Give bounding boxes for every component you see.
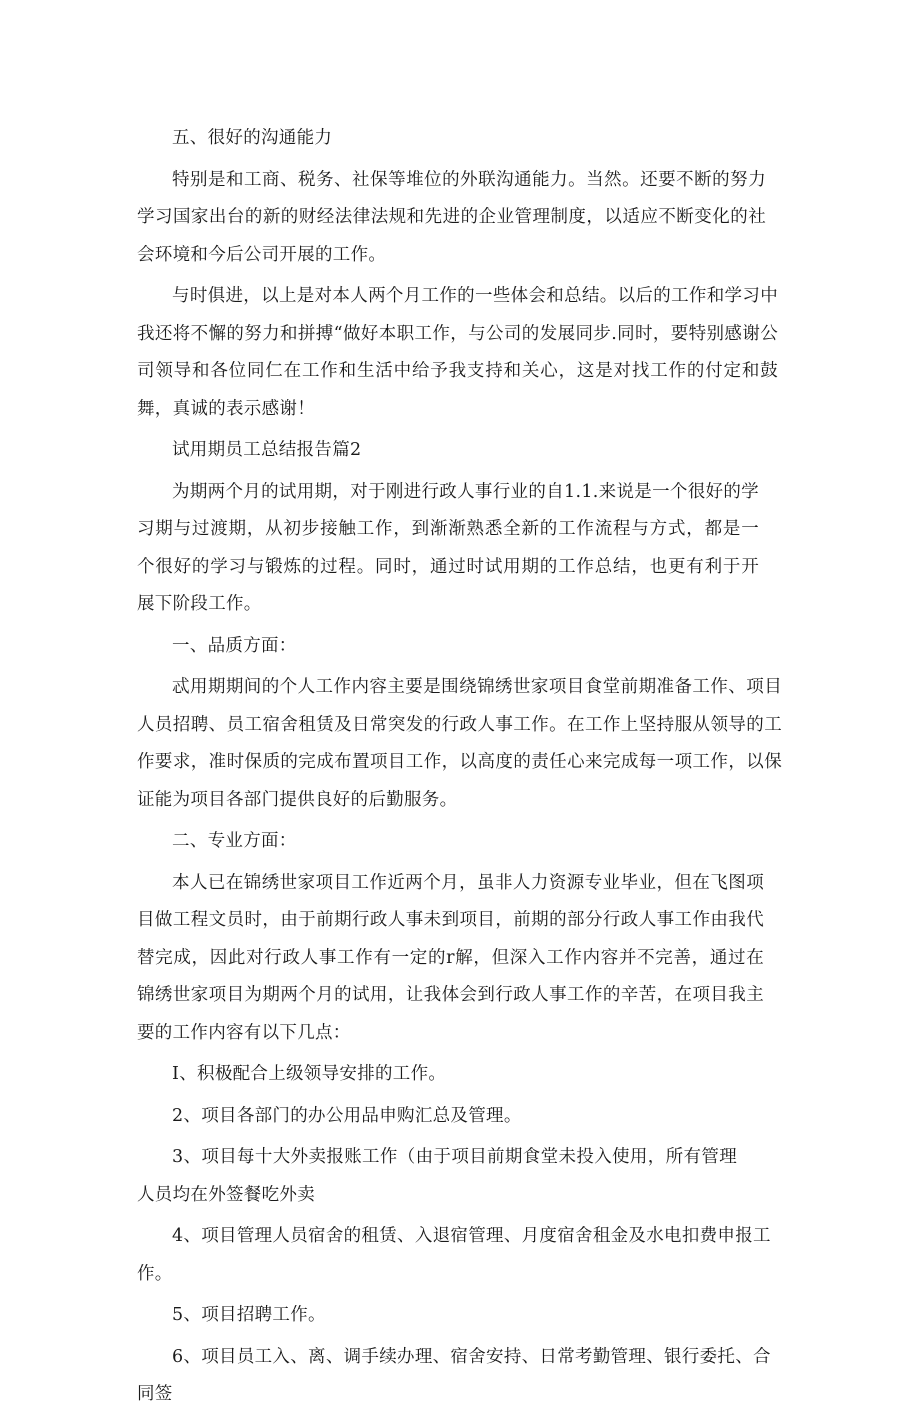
body-paragraph: 忒用期期间的个人工作内容主要是围绕锦绣世家项目食堂前期准备工作、项目人员招聘、员工宿舍租赁及日常突发的行政人事工作。在工作上坚持服从领导的工作要求，准时保质的完成布置项目工作，以高度的责任心来完成每一项工作，以保证能为项目各部门提供良好的后勤服务。: [137, 677, 782, 810]
section-heading: 二、专业方面：: [172, 831, 297, 851]
section-heading: 一、品质方面：: [172, 635, 297, 656]
list-item: 4、项目管理人员宿舍的租赁、入退宿管理、月度宿舍租金及水电扣费申报工作。: [137, 1226, 771, 1284]
list-item: 6、项目员工入、离、调手续办理、宿舍安持、日常考勤管理、银行委托、合同签: [137, 1346, 771, 1404]
section-heading: 五、很好的沟通能力: [172, 128, 333, 148]
body-paragraph: 特别是和工商、税务、社保等堆位的外联沟通能力。当然。还要不断的努力学习国家出台的新的财经法律法规和先进的企业管理制度，以适应不断变化的社会环境和今后公司开展的工作。: [137, 169, 766, 265]
body-paragraph: 为期两个月的试用期，对于刚进行政人事行业的自1.1.来说是一个很好的学习期与过渡期，从初步接触工作，到渐渐熟悉全新的工作流程与方式，都是一个很好的学习与锻炼的过程。同时，通过时试用期的工作总结，也更有利于开展下阶段工作。: [137, 481, 759, 614]
body-paragraph: 与时俱进，以上是对本人两个月工作的一些体会和总结。以后的工作和学习中我还将不懈的努力和拼搏“做好本职工作，与公司的发展同步.同时，要特别感谢公司领导和各位同仁在工作和生活中给予我支持和关心，这是对找工作的付定和鼓舞，真诚的表示感谢！: [137, 286, 778, 419]
body-paragraph: 本人已在锦绣世家项目工作近两个月，虽非人力资源专业毕业，但在飞图项目做工程文员时，由于前期行政人事未到项目，前期的部分行政人事工作由我代替完成，因此对行政人事工作有一定的r解，但深入工作内容并不完善，通过在锦绣世家项目为期两个月的试用，让我体会到行政人事工作的辛苦，在项目我主要的工作内容有以下几点：: [137, 872, 764, 1043]
list-item: I、积极配合上级领导安排的工作。: [172, 1064, 447, 1084]
list-item: 5、项目招聘工作。: [172, 1305, 326, 1325]
document-body: [137, 120, 787, 1414]
list-item: 2、项目各部门的办公用品申购汇总及管理。: [172, 1105, 522, 1126]
list-item: 3、项目每十大外卖报账工作（由于项目前期食堂未投入使用，所有管理人员均在外签餐吃外卖: [137, 1147, 737, 1205]
article-heading: 试用期员工总结报告篇2: [172, 440, 362, 460]
